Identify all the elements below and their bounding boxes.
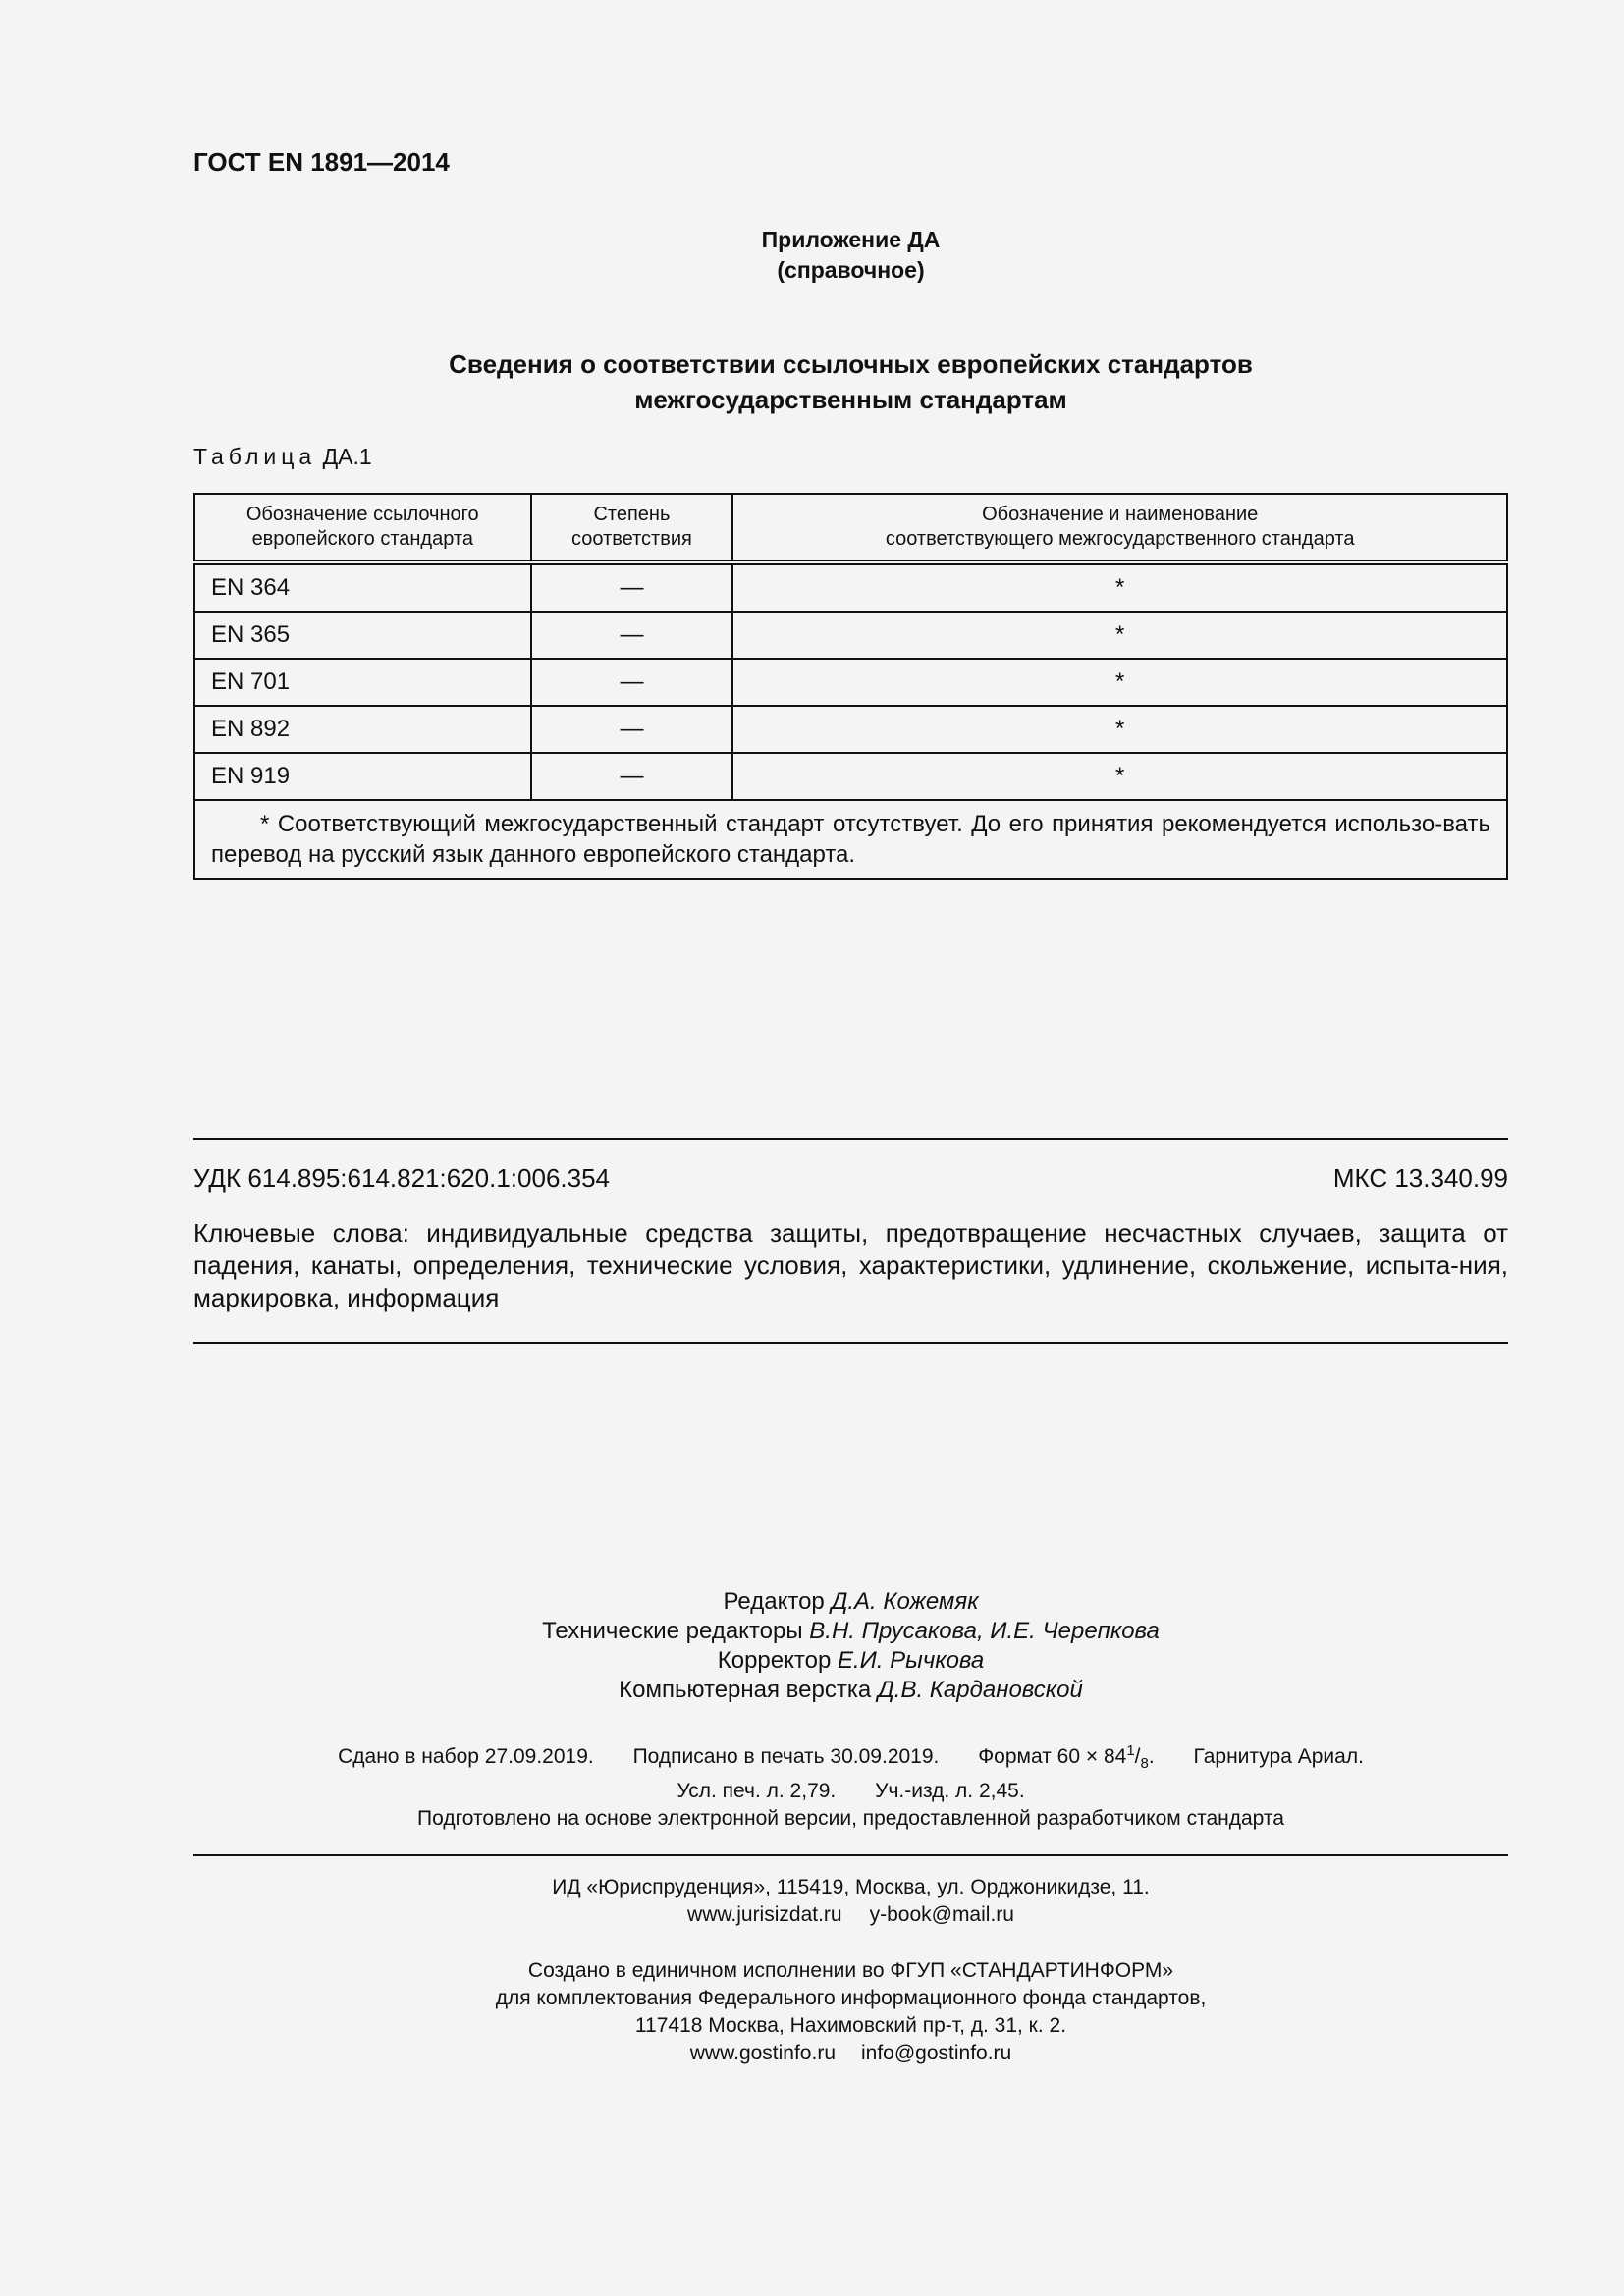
cell-interstate-standard: * (732, 562, 1507, 612)
table-note-row (194, 800, 1507, 879)
annex-type: (справочное) (777, 257, 925, 283)
section-title (193, 347, 1508, 417)
cell-degree: — (531, 562, 733, 612)
publisher-website: www.jurisizdat.ru (687, 1903, 842, 1926)
cell-degree: — (531, 612, 733, 659)
table-row (194, 562, 1507, 612)
table-row (194, 706, 1507, 753)
document-code: ГОСТ EN 1891—2014 (193, 147, 450, 177)
creator-block (193, 1957, 1508, 2067)
cell-interstate-standard: * (732, 753, 1507, 800)
publisher-email: y-book@mail.ru (869, 1903, 1014, 1926)
divider-imprint (193, 1854, 1508, 1856)
table-note (194, 800, 1507, 879)
section-title-line-1: Сведения о соответствии ссылочных европейских стандартов (449, 349, 1253, 379)
cell-standard-code: EN 364 (194, 562, 531, 612)
publisher-block (193, 1874, 1508, 1929)
cell-standard-code: EN 365 (194, 612, 531, 659)
prepared-note: Подготовлено на основе электронной версии, предоставленной разработчиком стандарта (417, 1807, 1284, 1830)
correspondence-table (193, 493, 1508, 880)
cell-degree: — (531, 706, 733, 753)
credits-block (193, 1587, 1508, 1705)
header-degree: Степень соответствия (531, 494, 733, 562)
print-info-line-1: Сдано в набор 27.09.2019. Подписано в печать 30.09.2019. Формат $60 \times 84^1/_8$. Гарнитура Ариал. (338, 1742, 1364, 1773)
cell-interstate-standard: * (732, 612, 1507, 659)
cell-degree: — (531, 659, 733, 706)
creator-address: 117418 Москва, Нахимовский пр-т, д. 31, к. 2. (634, 2014, 1067, 2037)
cell-standard-code: EN 919 (194, 753, 531, 800)
paper-format: Формат $60 \times 84^1/_8$. (978, 1742, 1155, 1773)
cell-standard-code: EN 892 (194, 706, 531, 753)
annex-title: Приложение ДА (761, 227, 941, 252)
table-header-row (194, 494, 1507, 562)
header-reference-standard: Обозначение ссылочного европейского стандарта (194, 494, 531, 562)
creator-line-1: Создано в единичном исполнении во ФГУП «СТАНДАРТИНФОРМ» (527, 1959, 1174, 1982)
cell-interstate-standard: * (732, 706, 1507, 753)
table-row (194, 659, 1507, 706)
divider-bottom (193, 1342, 1508, 1344)
section-title-line-2: межгосударственным стандартам (634, 385, 1067, 414)
credit-layout: Компьютерная верстка Д.В. Кардановской (619, 1677, 1083, 1703)
cell-standard-code: EN 701 (194, 659, 531, 706)
header-interstate-standard: Обозначение и наименование соответствующего межгосударственного стандарта (732, 494, 1507, 562)
cell-degree: — (531, 753, 733, 800)
table-note-text: * Соответствующий межгосударственный стандарт отсутствует. До его принятия рекомендуется использо-вать перевод на русский язык данного европейского стандарта. (211, 811, 1490, 868)
divider-top (193, 1138, 1508, 1140)
table-caption-word: Таблица (193, 444, 317, 469)
creator-email: info@gostinfo.ru (861, 2042, 1012, 2064)
credit-editor: Редактор Д.А. Кожемяк (723, 1588, 979, 1615)
annex-heading (193, 225, 1508, 286)
print-info (193, 1737, 1508, 1805)
table-row (194, 612, 1507, 659)
mks-code: МКС 13.340.99 (1332, 1163, 1508, 1193)
creator-website: www.gostinfo.ru (689, 2042, 836, 2064)
cell-interstate-standard: * (732, 659, 1507, 706)
credit-proofreader: Корректор Е.И. Рычкова (717, 1647, 985, 1674)
table-row (194, 753, 1507, 800)
creator-line-2: для комплектования Федерального информационного фонда стандартов, (495, 1987, 1207, 2009)
print-info-line-2: Усл. печ. л. 2,79. Уч.-изд. л. 2,45. (677, 1780, 1025, 1803)
credit-tech-editors: Технические редакторы В.Н. Прусакова, И.Е. Черепкова (542, 1618, 1160, 1644)
udc-code: УДК 614.895:614.821:620.1:006.354 (193, 1163, 611, 1193)
table-caption (193, 444, 372, 470)
publisher-address: ИД «Юриспруденция», 115419, Москва, ул. Орджоникидзе, 11. (552, 1876, 1150, 1898)
keywords: Ключевые слова: индивидуальные средства защиты, предотвращение несчастных случаев, защита от падения, канаты, определения, технические условия, характеристики, удлинение, скольжение, испыта-ния, маркировка, информация (193, 1218, 1508, 1312)
table-caption-number: ДА.1 (322, 444, 372, 469)
